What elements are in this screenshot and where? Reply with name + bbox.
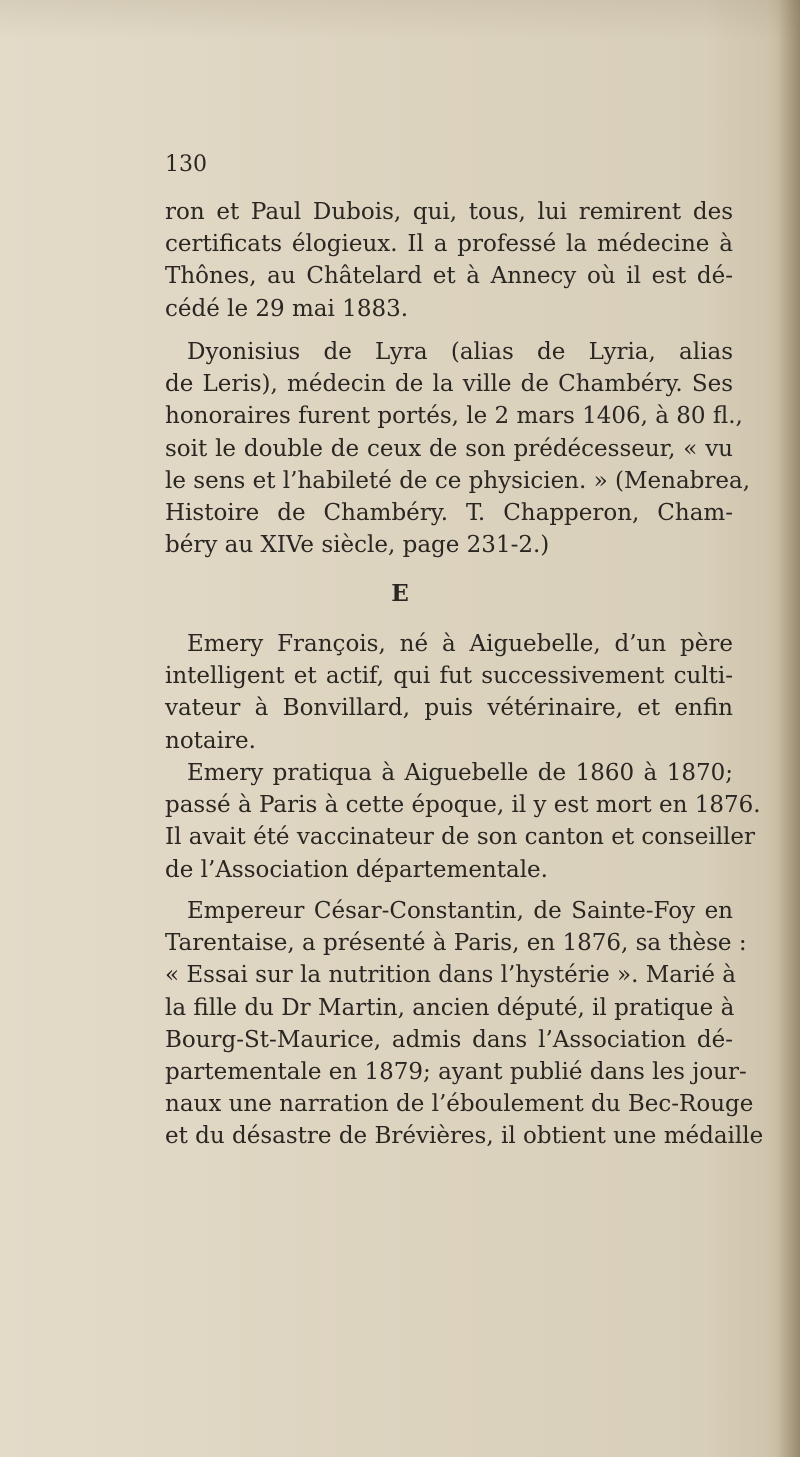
text-line: « Essai sur la nutrition dans l’hystérie ». Marié à (165, 962, 736, 989)
text-line: Thônes, au Châtelard et à Annecy où il est dé- (165, 263, 733, 290)
text-line: Empereur César-Constantin, de Sainte-Foy en (187, 898, 733, 924)
text-line: soit le double de ceux de son prédécesseur, « vu (165, 435, 733, 462)
text-line: la fille du Dr Martin, ancien député, il pratique à (165, 994, 735, 1021)
text-line: passé à Paris à cette époque, il y est mort en 1876. (165, 792, 761, 819)
text-line: béry au XIVe siècle, page 231-2.) (165, 532, 550, 559)
page-number: 130 (165, 152, 207, 177)
paragraph-1 (165, 196, 733, 325)
text-line: le sens et l’habileté de ce physicien. » (Menabrea, (165, 467, 751, 494)
paragraph-3 (165, 628, 733, 757)
text-line: Emery pratiqua à Aiguebelle de 1860 à 1870; (187, 760, 733, 786)
text-line: Bourg-St-Maurice, admis dans l’Association dé- (165, 1026, 733, 1053)
text-line: Tarentaise, a présenté à Paris, en 1876, sa thèse : (165, 930, 747, 957)
page-edge-shadow (778, 0, 800, 1457)
text-line: ron et Paul Dubois, qui, tous, lui remirent des (165, 199, 733, 225)
page-top-shadow (0, 0, 800, 40)
text-line: partementale en 1879; ayant publié dans les jour- (165, 1058, 747, 1085)
text-line: Dyonisius de Lyra (alias de Lyria, alias (187, 339, 733, 365)
text-line: certificats élogieux. Il a professé la médecine à (165, 231, 733, 258)
paragraph-4 (165, 757, 761, 886)
text-line: honoraires furent portés, le 2 mars 1406, à 80 fl., (165, 403, 743, 430)
paragraph-5 (165, 895, 764, 1153)
text-line: Il avait été vaccinateur de son canton et conseiller (165, 824, 756, 851)
text-line: de Leris), médecin de la ville de Chambéry. Ses (165, 371, 733, 398)
text-line: notaire. (165, 727, 256, 754)
text-line: naux une narration de l’éboulement du Bec-Rouge (165, 1091, 754, 1118)
section-letter: E (391, 580, 409, 607)
text-line: de l’Association départementale. (165, 856, 548, 883)
text-line: cédé le 29 mai 1883. (165, 295, 409, 322)
text-line: intelligent et actif, qui fut successivement culti- (165, 663, 733, 690)
text-line: Histoire de Chambéry. T. Chapperon, Cham- (165, 499, 733, 526)
text-line: Emery François, né à Aiguebelle, d’un père (187, 631, 733, 657)
paragraph-2 (165, 336, 751, 561)
text-line: vateur à Bonvillard, puis vétérinaire, et enfin (165, 695, 733, 722)
text-line: et du désastre de Brévières, il obtient une médaille (165, 1123, 764, 1150)
